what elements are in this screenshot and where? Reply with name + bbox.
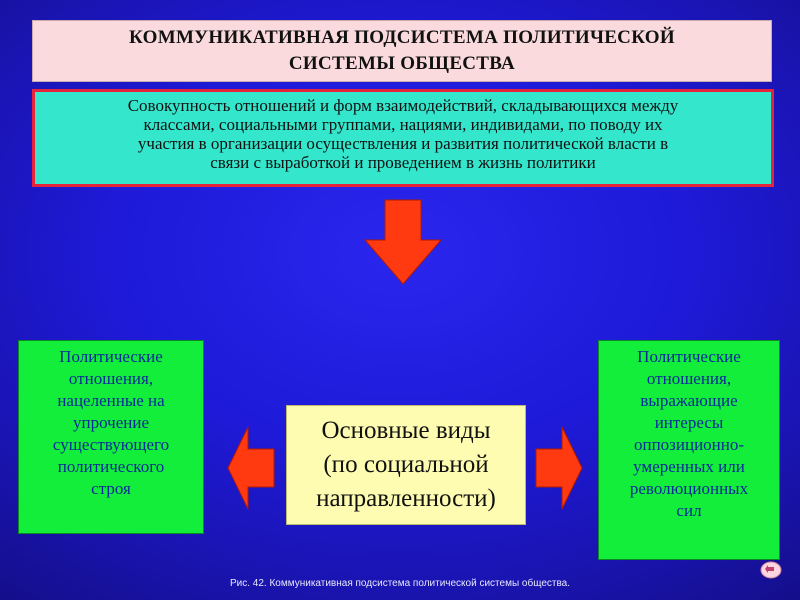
center-line-3: направленности) [316,485,496,512]
definition-line-4: связи с выработкой и проведением в жизнь политики [210,153,596,172]
right-box [598,340,780,560]
left-line-4: упрочение [73,413,149,432]
figure-caption: Рис. 42. Коммуникативная подсистема политической системы общества. [229,578,571,589]
right-line-2: отношения, [646,369,732,388]
right-line-5: оппозиционно- [633,435,745,454]
left-line-1: Политические [59,347,163,366]
definition-line-2: классами, социальными группами, нациями, индивидами, по поводу их [143,115,663,134]
right-line-8: сил [676,501,702,520]
right-line-7: революционных [629,479,749,498]
title-box [32,20,772,82]
definition-line-3: участия в организации осуществления и развития политической власти в [137,134,669,153]
title-line-1: КОММУНИКАТИВНАЯ ПОДСИСТЕМА ПОЛИТИЧЕСКОЙ [129,27,675,48]
right-line-6: умеренных или [633,457,745,476]
definition-box [32,89,774,187]
right-line-1: Политические [637,347,741,366]
down-arrow-icon [363,198,443,286]
left-line-5: существующего [52,435,170,454]
center-line-2: (по социальной [323,451,489,478]
left-line-7: строя [91,479,131,498]
left-line-2: отношения, [68,369,154,388]
left-line-3: нацеленные на [57,391,165,410]
left-arrow-icon [226,425,276,511]
left-line-6: политического [57,457,165,476]
right-line-3: выражающие [640,391,738,410]
center-line-1: Основные виды [321,417,491,444]
definition-line-1: Совокупность отношений и форм взаимодействий, складывающихся между [127,96,679,115]
title-line-2: СИСТЕМЫ ОБЩЕСТВА [288,53,516,74]
right-line-4: интересы [654,413,724,432]
right-arrow-icon [534,425,584,511]
center-box [286,405,526,525]
left-box [18,340,204,534]
nav-return-icon[interactable] [760,561,782,579]
